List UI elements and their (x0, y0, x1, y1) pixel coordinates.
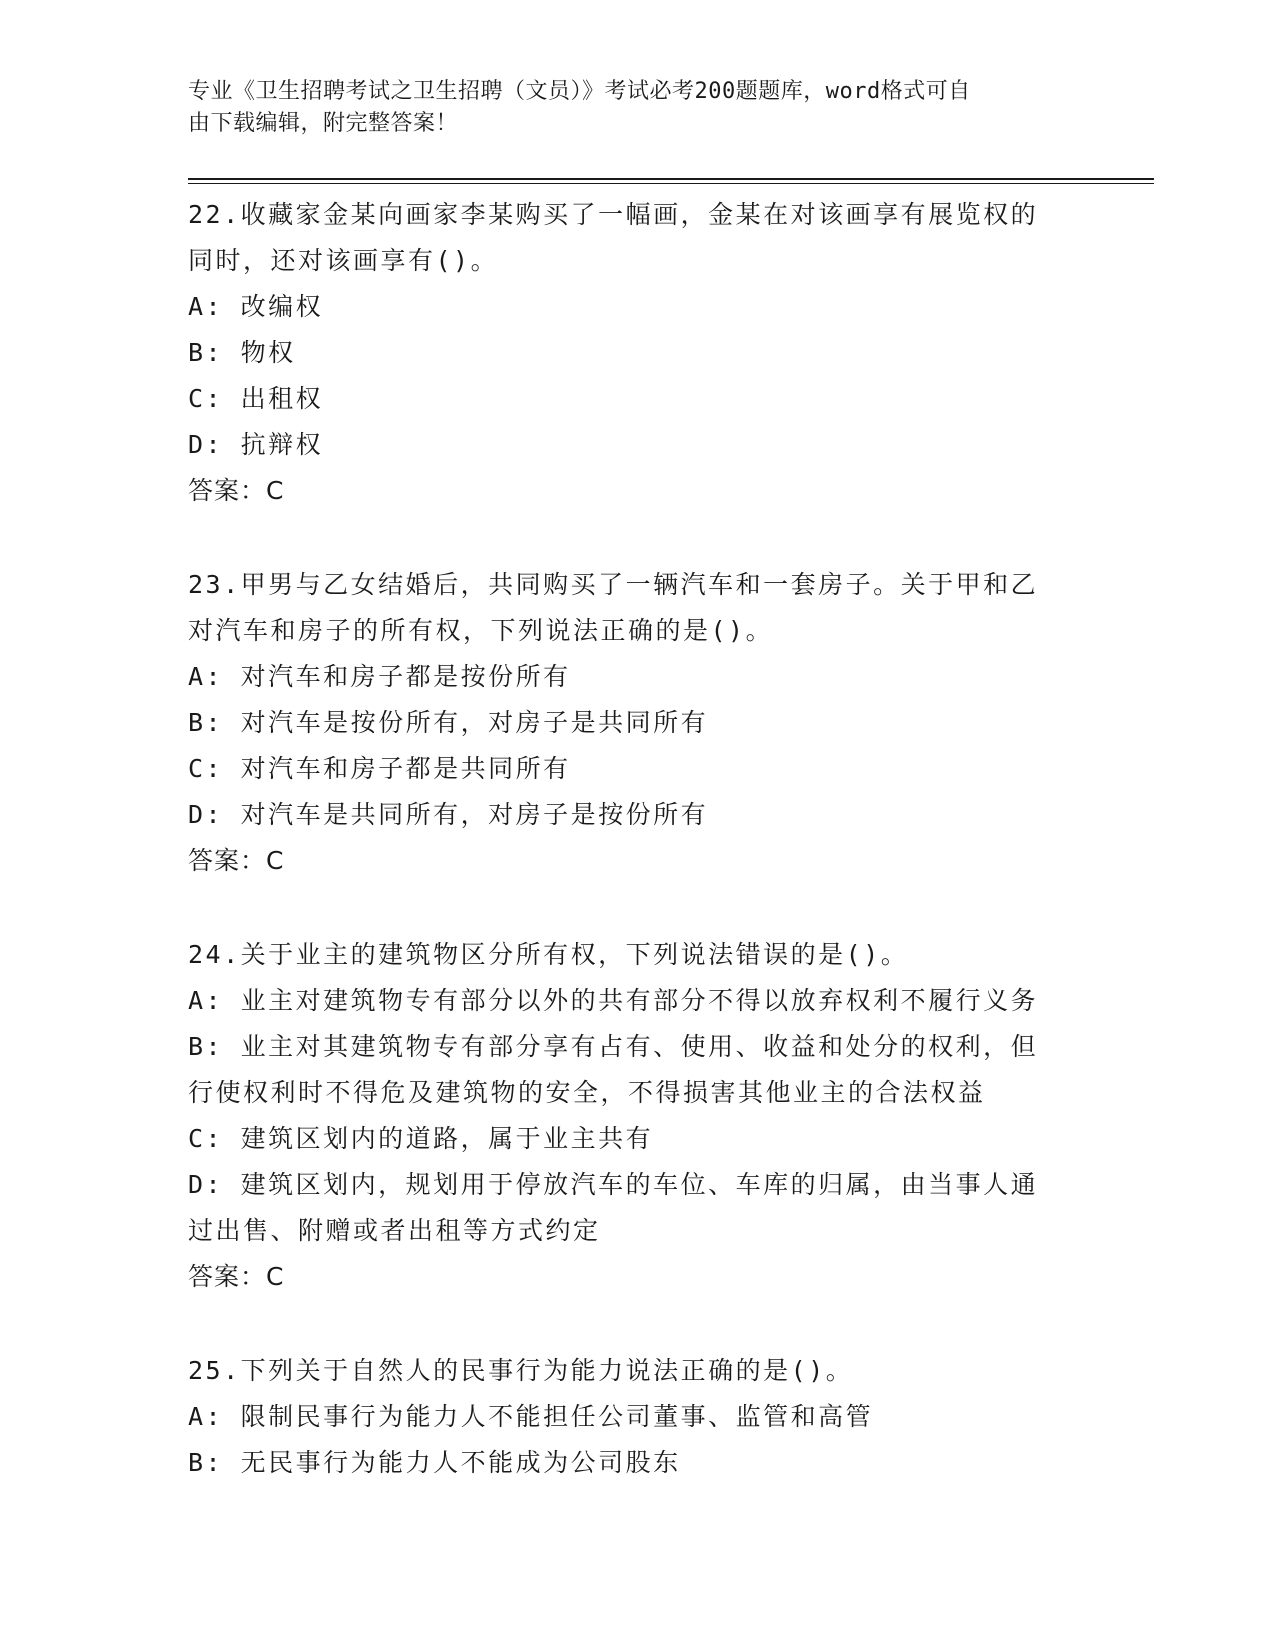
option-d: D: 建筑区划内，规划用于停放汽车的车位、车库的归属，由当事人通 (188, 1170, 1039, 1199)
question-stem: 23.甲男与乙女结婚后，共同购买了一辆汽车和一套房子。关于甲和乙 (188, 570, 1039, 599)
option-c: C: 对汽车和房子都是共同所有 (188, 754, 571, 783)
question-list (188, 192, 1088, 1486)
question-spacer (188, 1300, 1088, 1348)
option-c: C: 出租权 (188, 384, 324, 413)
option-a: A: 业主对建筑物专有部分以外的共有部分不得以放弃权利不履行义务 (188, 986, 1039, 1015)
option-b: B: 对汽车是按份所有，对房子是共同所有 (188, 708, 709, 737)
option-c: C: 建筑区划内的道路，属于业主共有 (188, 1124, 654, 1153)
option-b: B: 无民事行为能力人不能成为公司股东 (188, 1448, 681, 1477)
question-spacer (188, 884, 1088, 932)
option-b: B: 业主对其建筑物专有部分享有占有、使用、收益和处分的权利，但 (188, 1032, 1039, 1061)
question-stem: 25.下列关于自然人的民事行为能力说法正确的是()。 (188, 1356, 854, 1385)
document-header (188, 76, 1068, 140)
option-d: D: 抗辩权 (188, 430, 324, 459)
header-line-2: 由下载编辑，附完整答案！ (188, 111, 459, 136)
option-d-continued: 过出售、附赠或者出租等方式约定 (188, 1216, 601, 1245)
question-22 (188, 192, 1088, 514)
option-a: A: 改编权 (188, 292, 324, 321)
answer-label: 答案：C (188, 476, 285, 505)
header-divider-thick (188, 178, 1154, 180)
option-b: B: 物权 (188, 338, 296, 367)
answer-label: 答案：C (188, 846, 285, 875)
header-line-1: 专业《卫生招聘考试之卫生招聘（文员）》考试必考200题题库，word格式可自 (188, 79, 971, 104)
question-spacer (188, 514, 1088, 562)
question-stem: 同时，还对该画享有()。 (188, 246, 499, 275)
option-d: D: 对汽车是共同所有，对房子是按份所有 (188, 800, 709, 829)
answer-label: 答案：C (188, 1262, 285, 1291)
option-a: A: 对汽车和房子都是按份所有 (188, 662, 571, 691)
option-b-continued: 行使权利时不得危及建筑物的安全，不得损害其他业主的合法权益 (188, 1078, 986, 1107)
question-stem: 24.关于业主的建筑物区分所有权，下列说法错误的是()。 (188, 940, 909, 969)
question-25 (188, 1348, 1088, 1486)
header-divider-thin (188, 183, 1154, 184)
question-stem: 22.收藏家金某向画家李某购买了一幅画，金某在对该画享有展览权的 (188, 200, 1039, 229)
question-24 (188, 932, 1088, 1300)
question-23 (188, 562, 1088, 884)
question-stem: 对汽车和房子的所有权，下列说法正确的是()。 (188, 616, 774, 645)
option-a: A: 限制民事行为能力人不能担任公司董事、监管和高管 (188, 1402, 874, 1431)
